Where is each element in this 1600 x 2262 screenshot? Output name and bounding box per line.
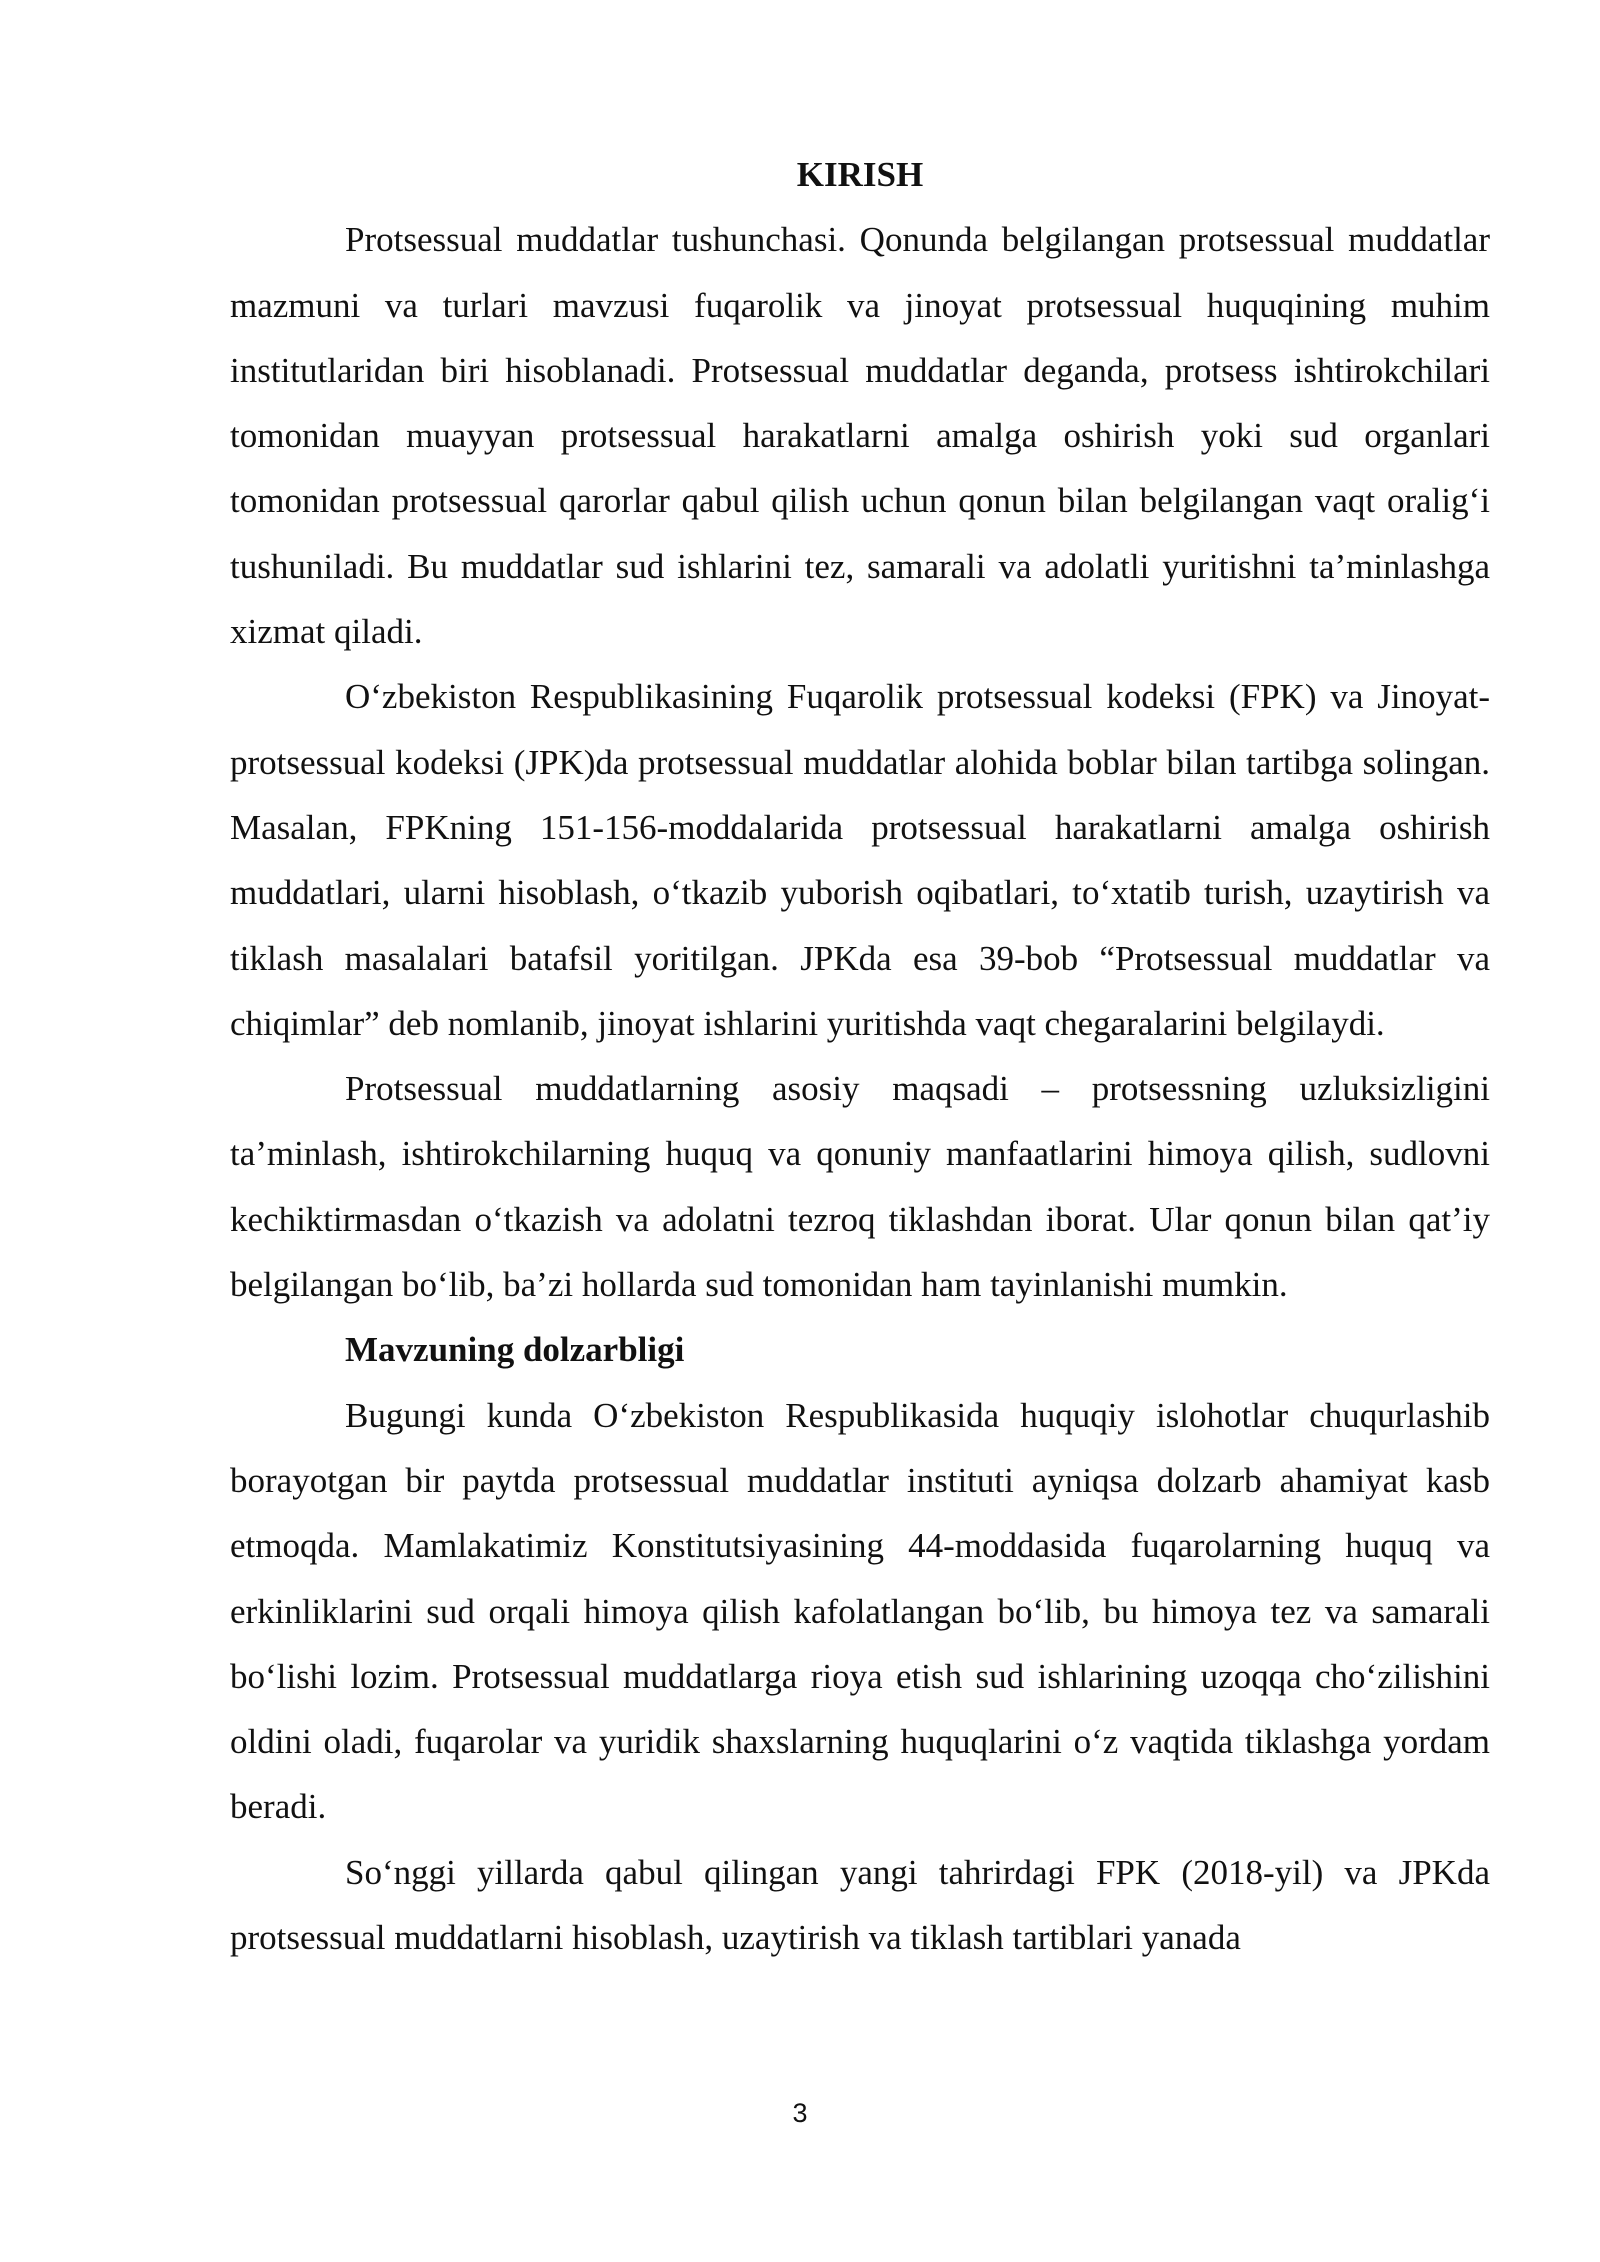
paragraph-4: Bugungi kunda O‘zbekiston Respublikasida huquqiy islohotlar chuqurlashib borayotgan bir paytda protsessual muddatlar instituti ayniqsa dolzarb ahamiyat kasb etmoqda. Mamlakatimiz Konstitutsiyasining 44-moddasida fuqarolarning huquq va erkinliklarini sud orqali himoya qilish kafolatlangan bo‘lib, bu himoya tez va samarali bo‘lishi lozim. Protsessual muddatlarga rioya etish sud ishlarining uzoqqa cho‘zilishini oldini oladi, fuqarolar va yuridik shaxslarning huquqlarini o‘z vaqtida tiklashga yordam beradi. [230,1395,1490,1827]
paragraph-5: So‘nggi yillarda qabul qilingan yangi tahrirdagi FPK (2018-yil) va JPKda protsessual muddatlarni hisoblash, uzaytirish va tiklash tartiblari yanada [230,1852,1490,1958]
page-content [230,142,1490,1970]
paragraph-1: Protsessual muddatlar tushunchasi. Qonunda belgilangan protsessual muddatlar mazmuni va turlari mavzusi fuqarolik va jinoyat protsessual huquqining muhim institutlaridan biri hisoblanadi. Protsessual muddatlar deganda, protsess ishtirokchilari tomonidan muayyan protsessual harakatlarni amalga oshirish yoki sud organlari tomonidan protsessual qarorlar qabul qilish uchun qonun bilan belgilangan vaqt oralig‘i tushuniladi. Bu muddatlar sud ishlarini tez, samarali va adolatli yuritishni ta’minlashga xizmat qiladi. [230,220,1490,652]
subheading-relevance: Mavzuning dolzarbligi [345,1330,685,1370]
section-title: KIRISH [796,155,924,194]
page-number: 3 [792,2098,808,2128]
paragraph-2: O‘zbekiston Respublikasining Fuqarolik protsessual kodeksi (FPK) va Jinoyat-protsessual kodeksi (JPK)da protsessual muddatlar alohida boblar bilan tartibga solingan. Masalan, FPKning 151-156-moddalarida protsessual harakatlarni amalga oshirish muddatlari, ularni hisoblash, o‘tkazib yuborish oqibatlari, to‘xtatib turish, uzaytirish va tiklash masalalari batafsil yoritilgan. JPKda esa 39-bob “Protsessual muddatlar va chiqimlar” deb nomlanib, jinoyat ishlarini yuritishda vaqt chegaralarini belgilaydi. [230,677,1490,1043]
paragraph-3: Protsessual muddatlarning asosiy maqsadi – protsessning uzluksizligini ta’minlash, ishtirokchilarning huquq va qonuniy manfaatlarini himoya qilish, sudlovni kechiktirmasdan o‘tkazish va adolatni tezroq tiklashdan iborat. Ular qonun bilan qat’iy belgilangan bo‘lib, ba’zi hollarda sud tomonidan ham tayinlanishi mumkin. [230,1069,1490,1305]
